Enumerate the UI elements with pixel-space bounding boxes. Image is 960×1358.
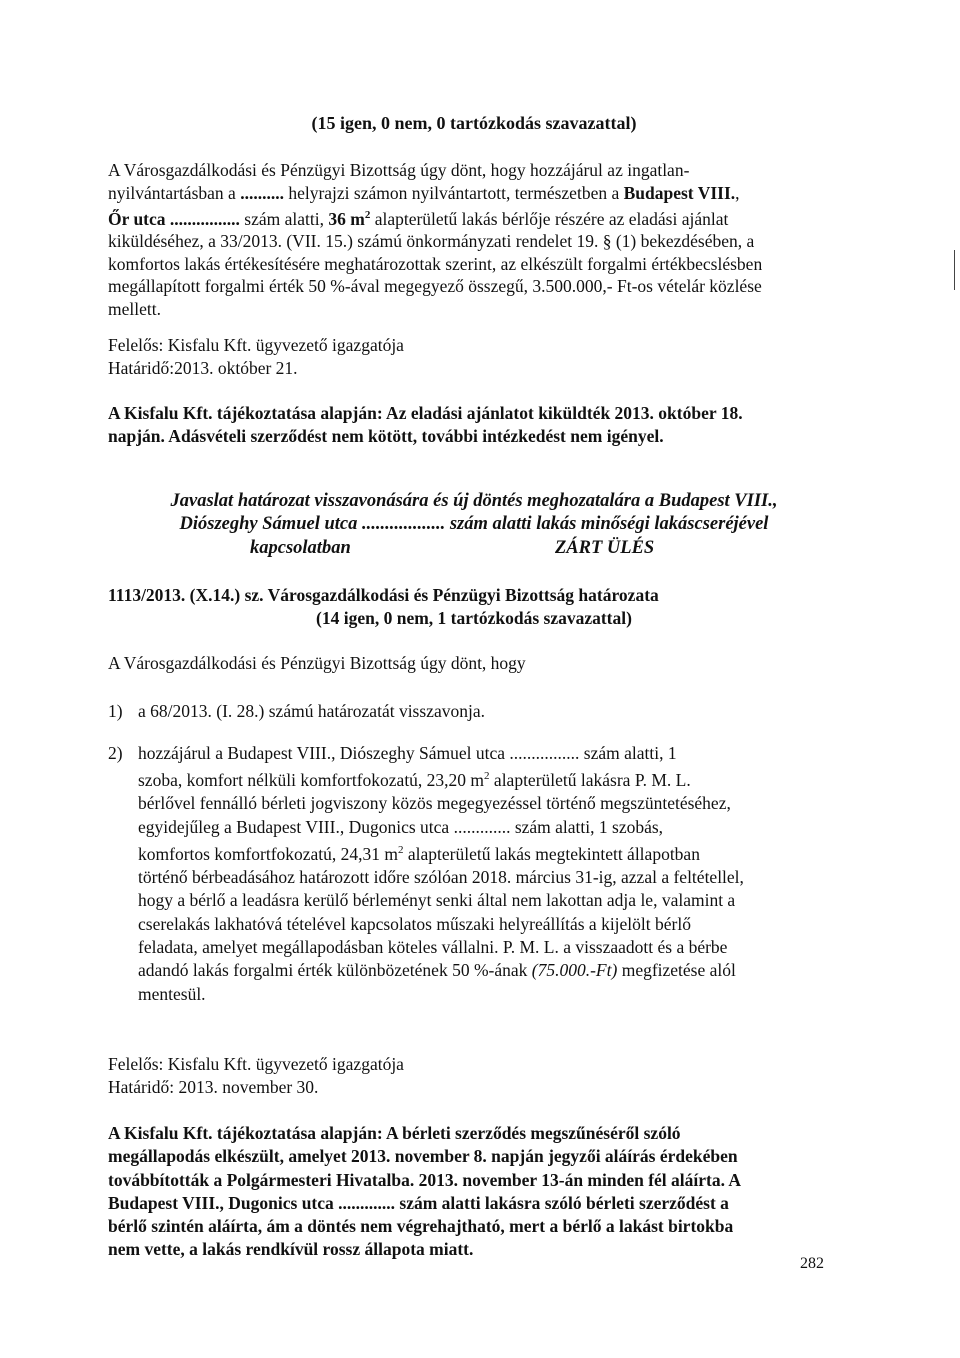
info2-line-1: A Kisfalu Kft. tájékoztatása alapján: A bérleti szerződés megszűnéséről szóló [108, 1123, 681, 1143]
p1-line-5: komfortos lakás értékesítésére meghatározottak szerint, az elkészült forgalmi értékbecslésben [108, 253, 763, 274]
heading-line-1: Javaslat határozat visszavonására és új döntés meghozatalára a Budapest VIII., [170, 491, 778, 511]
responsible-2 [108, 1053, 840, 1098]
p1-line-2: nyilvántartásban a .......... helyrajzi számon nyilvántartott, természetben a Budapest VIII., [108, 182, 740, 203]
heading-line-2: Diószeghy Sámuel utca .................. szám alatti lakás minőségi lakáscseréjével [179, 514, 769, 534]
p1-line-6: megállapított forgalmi érték 50 %-ával megegyező összegű, 3.500.000,- Ft-os vételár közlése [108, 276, 762, 297]
heading-line-3: kapcsolatban [250, 538, 351, 558]
p1-line-1: A Városgazdálkodási és Pénzügyi Bizottság úgy dönt, hogy hozzájárul az ingatlan- [108, 160, 690, 180]
list-item-1-text: a 68/2013. (I. 28.) számú határozatát visszavonja. [138, 701, 485, 721]
info2-line-5: bérlő szintén aláírta, ám a döntés nem végrehajtható, mert a bérlő a lakást birtokba [108, 1216, 734, 1237]
info-paragraph-1 [108, 402, 840, 447]
p1-line-3: Őr utca ................ szám alatti, 36 $m^2$ alapterületű lakás bérlője részére az eladási ajánlat [108, 208, 729, 229]
info-paragraph-2 [108, 1122, 840, 1262]
responsible-2-text: Felelős: Kisfalu Kft. ügyvezető igazgatója [108, 1054, 404, 1074]
list-item-2-text: hozzájárul a Budapest VIII., Diószeghy Sámuel utca ................ szám alatti, 1 szoba, komfort nélküli komfortfokozatú, 23,20 $m^2$ alapterületű lakásra P. M. L. bérlővel fennálló bérleti jogviszony közös megegyezéssel történő megszüntetéséhez, egyidejűleg a Budapest VIII., Dugonics utca ............. szám alatti, 1 szobás, komfortos komfortfokozatú, 24,31 $m^2$ alapterületű lakás megtekintett állapotban történő bérbeadásához határozott időre szólóan 2018. március 31-ig, azzal a feltétellel, hogy a bérlő a leadásra kerülő bérleményt senki által nem lakottan adja le, valamint a cserelakás lakhatóvá tételével kapcsolatos műszaki helyreállítás a kijelölt bérlő feladata, amelyet megállapodásban köteles vállalni. P. M. L. a visszaadott és a bérbe adandó lakás forgalmi érték különbözetének 50 %-ának (75.000.-Ft) megfizetése alól mentesül. [138, 743, 744, 1004]
responsible-1 [108, 334, 840, 379]
intro-2: A Városgazdálkodási és Pénzügyi Bizottság úgy dönt, hogy [108, 653, 526, 673]
vote-count-1: (15 igen, 0 nem, 0 tartózkodás szavazattal) [311, 113, 637, 133]
info2-line-2: megállapodás elkészült, amelyet 2013. november 8. napján jegyzői aláírás érdekében [108, 1146, 738, 1167]
page-number: 282 [800, 1255, 824, 1272]
list-item-2-number: 2) [108, 743, 123, 763]
agenda-heading [108, 490, 840, 536]
resolution-number-line: 1113/2013. (X.14.) sz. Városgazdálkodási és Pénzügyi Bizottság határozata [108, 585, 659, 605]
p1-line-7: mellett. [108, 298, 161, 319]
info1-line-2: napján. Adásvételi szerződést nem kötött, további intézkedést nem igényel. [108, 425, 664, 446]
resolution-title [108, 584, 840, 629]
closed-session-label: ZÁRT ÜLÉS [555, 538, 655, 558]
info1-line-1: A Kisfalu Kft. tájékoztatása alapján: Az eladási ajánlatot kiküldték 2013. október 18. [108, 403, 743, 423]
list-item-1 [108, 700, 840, 723]
margin-mark [954, 250, 955, 290]
p1-line-4: kiküldéséhez, a 33/2013. (VII. 15.) számú önkormányzati rendelet 19. § (1) bekezdésében, a [108, 231, 755, 252]
vote-count-2: (14 igen, 0 nem, 1 tartózkodás szavazattal) [316, 607, 632, 628]
info2-line-3: továbbították a Polgármesteri Hivatalba. 2013. november 13-án minden fél aláírta. A [108, 1169, 742, 1190]
deadline-1-text: Határidő:2013. október 21. [108, 357, 298, 378]
info2-line-4: Budapest VIII., Dugonics utca ............. szám alatti lakásra szóló bérleti szerződést a [108, 1192, 729, 1213]
list-item-2 [108, 742, 840, 1006]
responsible-1-text: Felelős: Kisfalu Kft. ügyvezető igazgatója [108, 335, 404, 355]
decision-paragraph-1 [108, 159, 840, 320]
list-item-1-number: 1) [108, 701, 123, 721]
info2-line-6: nem vette, a lakás rendkívül rossz állapota miatt. [108, 1239, 474, 1260]
deadline-2-text: Határidő: 2013. november 30. [108, 1076, 319, 1097]
